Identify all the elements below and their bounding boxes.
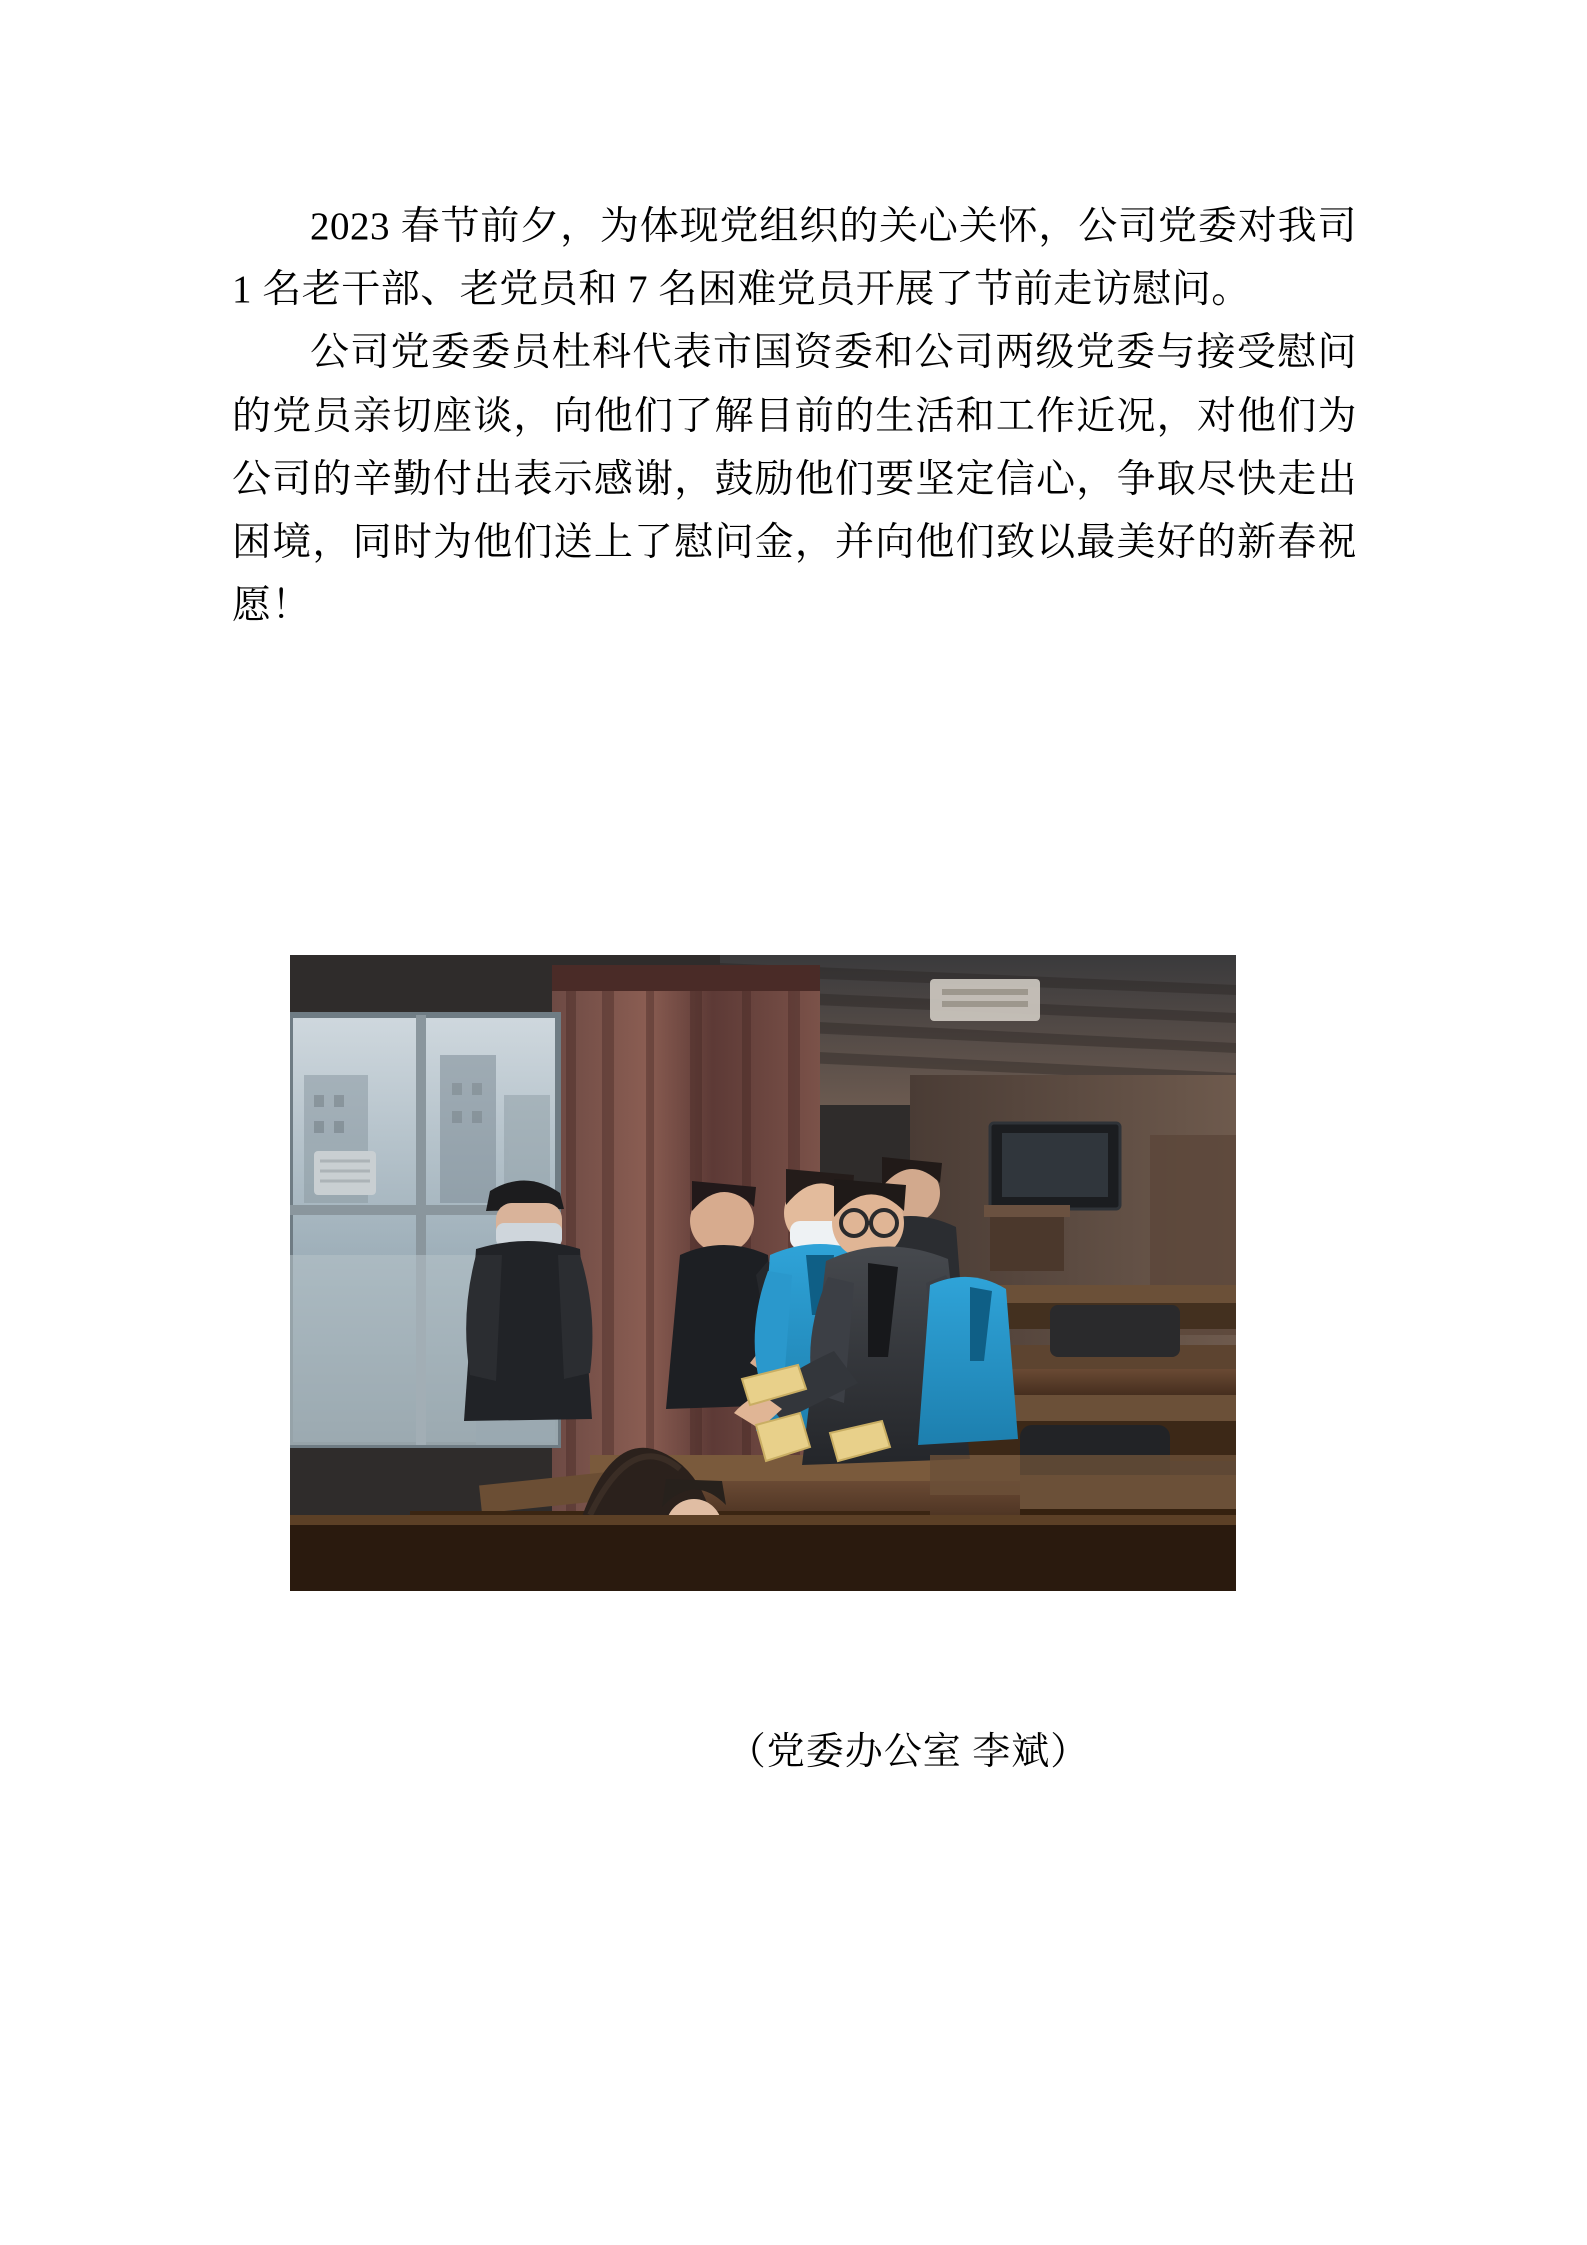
signature-line: [0, 1720, 1587, 1775]
article-body: [232, 195, 1357, 637]
paragraph-1: 2023 春节前夕，为体现党组织的关心关怀，公司党委对我司 1 名老干部、老党员和 7 名困难党员开展了节前走访慰问。: [232, 205, 1357, 312]
meeting-photo-illustration: [290, 955, 1236, 1591]
meeting-photo: [290, 955, 1236, 1591]
signature-text: （党委办公室 李斌）: [727, 1731, 1090, 1773]
person-blue-jacket-b: [918, 1277, 1018, 1445]
paragraph-2: 公司党委委员杜科代表市国资委和公司两级党委与接受慰问的党员亲切座谈，向他们了解目前的生活和工作近况，对他们为公司的辛勤付出表示感谢，鼓励他们要坚定信心，争取尽快走出困境，同时为他们送上了慰问金，并向他们致以最美好的新春祝愿！: [232, 331, 1357, 628]
